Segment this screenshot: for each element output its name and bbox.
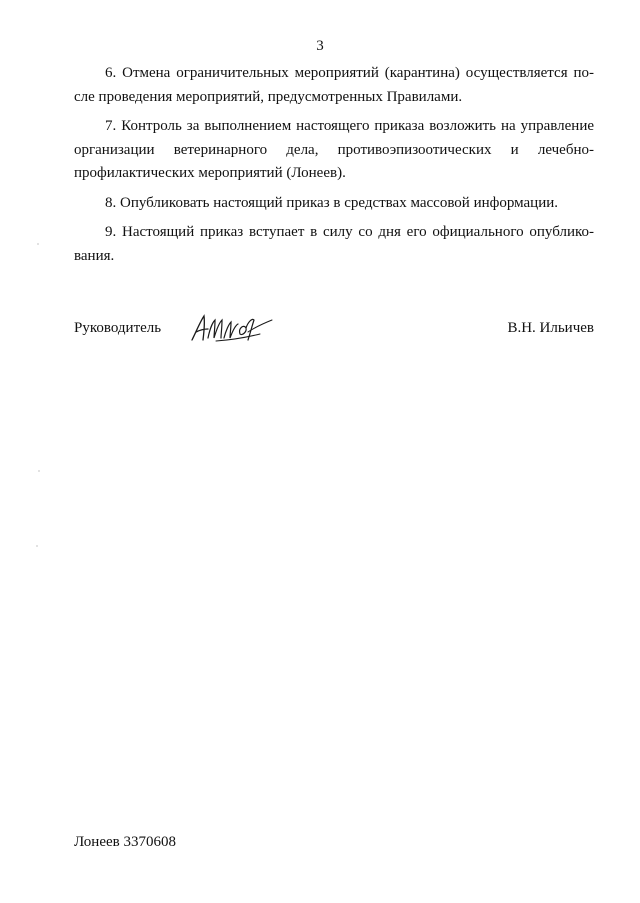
executor-note: Лонеев 3370608 — [74, 834, 176, 850]
paragraph-9: 9. Настоящий приказ вступает в силу со дня его официального опублико-вания. — [74, 224, 594, 264]
scan-dot — [38, 470, 40, 472]
page-number: 3 — [316, 38, 324, 54]
signer-name: В.Н. Ильичев — [507, 320, 594, 336]
signature-block — [74, 316, 594, 346]
paragraph-8: 8. Опубликовать настоящий приказ в средствах массовой информации. — [105, 194, 559, 211]
paragraph-6: 6. Отмена ограничительных мероприятий (карантина) осуществляется по-сле проведения мероприятий, предусмотренных Правилами. — [74, 65, 594, 105]
scan-dot — [37, 243, 39, 245]
document-body — [74, 62, 594, 268]
scan-dot — [36, 545, 38, 547]
paragraph-7: 7. Контроль за выполнением настоящего приказа возложить на управление организации ветеринарного дела, противоэпизоотических и лечебно-профилактических мероприятий (Лонеев). — [74, 118, 594, 181]
handwritten-signature — [186, 310, 276, 346]
signer-title: Руководитель — [74, 320, 162, 336]
